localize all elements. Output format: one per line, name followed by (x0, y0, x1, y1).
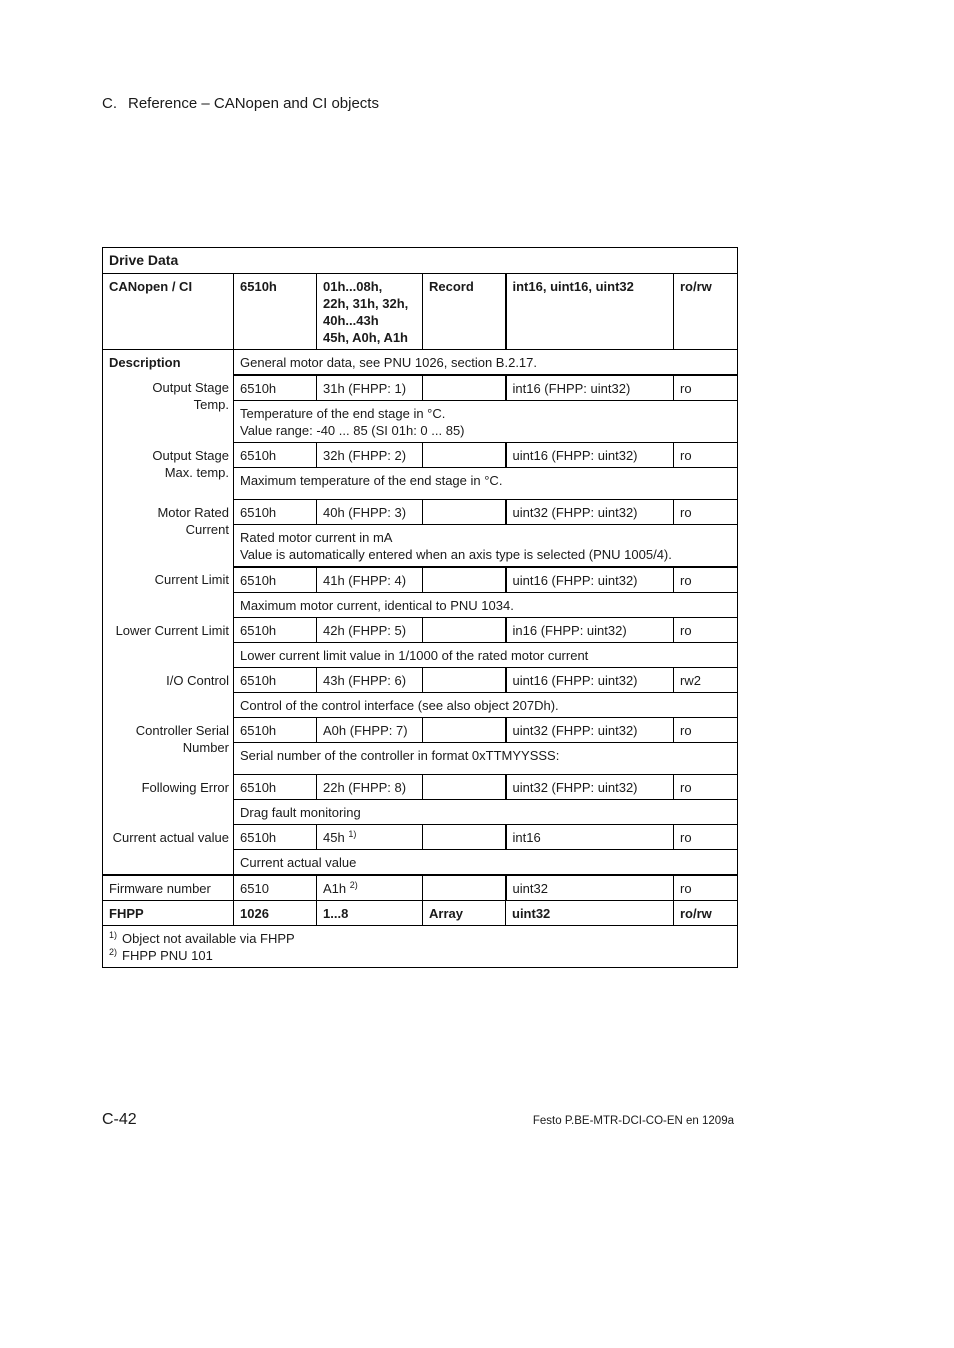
entry-access: rw2 (674, 668, 738, 693)
entry-access: ro (674, 618, 738, 643)
fhpp-label: FHPP (103, 901, 234, 926)
entry-data-type: uint16 (FHPP: uint32) (506, 668, 674, 693)
entry-subindex-value: 40h (FHPP: 3) (323, 505, 407, 520)
entry-subindex-value: 22h (FHPP: 8) (323, 780, 407, 795)
entry-subindex (317, 825, 423, 850)
entry-object-type (423, 567, 506, 593)
entry-object-type (423, 443, 506, 468)
entry-data-type: uint32 (FHPP: uint32) (506, 718, 674, 743)
entry-data-type: in16 (FHPP: uint32) (506, 618, 674, 643)
entry-description (234, 593, 738, 618)
entry-name-line: Max. temp. (164, 464, 229, 480)
entry-description-line: Control of the control interface (see also object 207Dh). (240, 698, 559, 713)
header-label: CANopen / CI (103, 274, 234, 350)
entry-description-line: Current actual value (240, 855, 357, 870)
entry-name (103, 718, 234, 775)
fhpp-object-type: Array (423, 901, 506, 926)
entry-index: 6510h (234, 718, 317, 743)
entry-object-type (423, 775, 506, 800)
entry-subindex (317, 443, 423, 468)
page-header (102, 95, 379, 112)
entry-name-line: Number (182, 739, 229, 755)
entry-name (103, 443, 234, 500)
entry-access: ro (674, 443, 738, 468)
entry-subindex-value: 42h (FHPP: 5) (323, 623, 407, 638)
table-header-row (103, 274, 738, 350)
entry-index: 6510h (234, 500, 317, 525)
entry-object-type (423, 500, 506, 525)
entry-description-line: Lower current limit value in 1/1000 of the rated motor current (240, 648, 589, 663)
entry-object-type (423, 718, 506, 743)
firmware-data-type: uint32 (506, 875, 674, 901)
footnotes-row (103, 926, 738, 968)
entry-subindex (317, 668, 423, 693)
entry-subindex (317, 618, 423, 643)
header-data-type: int16, uint16, uint32 (506, 274, 674, 350)
entry-description-line: Value is automatically entered when an axis type is selected (PNU 1005/4). (240, 547, 672, 562)
firmware-row (103, 875, 738, 901)
entry-subindex (317, 567, 423, 593)
document-reference: Festo P.BE-MTR-DCI-CO-EN en 1209a (532, 1115, 734, 1127)
entry-subindex (317, 500, 423, 525)
entry-index: 6510h (234, 443, 317, 468)
entry-name-line: Output Stage (152, 380, 229, 395)
table-row (103, 718, 738, 743)
entry-name-line: I/O Control (166, 672, 229, 688)
entry-object-type (423, 668, 506, 693)
fhpp-index: 1026 (234, 901, 317, 926)
footnote-mark: 1) (109, 930, 118, 940)
firmware-object-type (423, 875, 506, 901)
table-row (103, 775, 738, 800)
table-row (103, 375, 738, 401)
description-text: General motor data, see PNU 1026, section B.2.17. (234, 350, 738, 376)
footnote-ref: 2) (349, 880, 358, 890)
table-row (103, 443, 738, 468)
entry-index: 6510h (234, 375, 317, 401)
entry-name (103, 375, 234, 443)
entry-subindex (317, 775, 423, 800)
header-access: ro/rw (674, 274, 738, 350)
subindex-line: 22h, 31h, 32h, (323, 296, 409, 311)
table-row (103, 825, 738, 850)
header-object-type: Record (423, 274, 506, 350)
drive-data-table (102, 247, 738, 968)
entry-name (103, 618, 234, 668)
entry-data-type: int16 (506, 825, 674, 850)
table-row (103, 567, 738, 593)
entry-name-line: Output Stage (152, 447, 229, 463)
entry-description-line: Maximum temperature of the end stage in °C. (240, 473, 503, 488)
entry-description (234, 401, 738, 443)
entry-index: 6510h (234, 567, 317, 593)
entry-description-line: Temperature of the end stage in °C. (240, 406, 446, 421)
entry-name (103, 567, 234, 618)
entry-name-line: Current Limit (154, 572, 229, 587)
entry-index: 6510h (234, 775, 317, 800)
entry-data-type: int16 (FHPP: uint32) (506, 375, 674, 401)
entry-object-type (423, 825, 506, 850)
table-row (103, 618, 738, 643)
section-number: C. (102, 95, 117, 112)
table-title-row (103, 248, 738, 274)
entry-subindex-value: 31h (FHPP: 1) (323, 381, 407, 396)
entry-description-line: Serial number of the controller in format 0xTTMYYSSS: (240, 748, 560, 763)
entry-name-line: Controller Serial (135, 722, 229, 738)
entry-subindex-value: 43h (FHPP: 6) (323, 673, 407, 688)
entry-description-line: Maximum motor current, identical to PNU 1034. (240, 598, 514, 613)
entry-data-type: uint16 (FHPP: uint32) (506, 443, 674, 468)
section-title: Reference – CANopen and CI objects (128, 95, 379, 112)
fhpp-row (103, 901, 738, 926)
entry-access: ro (674, 567, 738, 593)
entry-description (234, 693, 738, 718)
footnote (109, 930, 731, 947)
entry-access: ro (674, 775, 738, 800)
fhpp-data-type: uint32 (506, 901, 674, 926)
footnote-ref: 1) (348, 829, 357, 839)
entry-description (234, 525, 738, 568)
entry-description (234, 800, 738, 825)
table-row (103, 668, 738, 693)
entry-subindex (317, 375, 423, 401)
entry-description-line: Drag fault monitoring (240, 805, 361, 820)
entry-name-line: Temp. (193, 397, 229, 412)
entry-data-type: uint32 (FHPP: uint32) (506, 500, 674, 525)
table-title: Drive Data (103, 248, 738, 274)
entry-name (103, 668, 234, 718)
entry-access: ro (674, 718, 738, 743)
entry-description-line: Value range: -40 ... 85 (SI 01h: 0 ... 85) (240, 423, 465, 438)
header-index: 6510h (234, 274, 317, 350)
entry-subindex-value: 45h (323, 830, 345, 845)
header-subindex (317, 274, 423, 350)
footnote (109, 947, 731, 964)
entry-name-line: Following Error (141, 779, 229, 795)
entry-name (103, 775, 234, 825)
entry-access: ro (674, 375, 738, 401)
entry-subindex-value: 32h (FHPP: 2) (323, 448, 407, 463)
fhpp-subindex: 1...8 (317, 901, 423, 926)
entry-object-type (423, 618, 506, 643)
entry-name-line: Motor Rated (157, 504, 229, 520)
firmware-subindex-value: A1h (323, 881, 347, 896)
footnotes (103, 926, 738, 968)
fhpp-access: ro/rw (674, 901, 738, 926)
subindex-line: 45h, A0h, A1h (323, 330, 409, 345)
entry-name-line: Current actual value (112, 829, 229, 845)
entry-data-type: uint32 (FHPP: uint32) (506, 775, 674, 800)
table-row (103, 500, 738, 525)
entry-description (234, 743, 738, 775)
footnote-text: Object not available via FHPP (122, 931, 295, 946)
entry-subindex (317, 718, 423, 743)
entry-index: 6510h (234, 618, 317, 643)
entry-name-line: Current (185, 521, 229, 537)
footnote-text: FHPP PNU 101 (122, 948, 213, 963)
entry-name (103, 825, 234, 876)
entry-subindex-value: A0h (FHPP: 7) (323, 723, 408, 738)
entry-description (234, 850, 738, 876)
firmware-access: ro (674, 875, 738, 901)
entry-name (103, 500, 234, 568)
entry-name-line: Lower Current Limit (115, 622, 229, 638)
entry-access: ro (674, 500, 738, 525)
page-number: C-42 (102, 1111, 137, 1128)
subindex-line: 01h...08h, (323, 279, 383, 294)
entry-description (234, 643, 738, 668)
entry-object-type (423, 375, 506, 401)
entry-description (234, 468, 738, 500)
entry-subindex-value: 41h (FHPP: 4) (323, 573, 407, 588)
footnote-mark: 2) (109, 947, 118, 957)
entry-index: 6510h (234, 825, 317, 850)
entry-description-line: Rated motor current in mA (240, 530, 393, 545)
firmware-index: 6510 (234, 875, 317, 901)
firmware-subindex (317, 875, 423, 901)
description-row (103, 350, 738, 376)
entry-data-type: uint16 (FHPP: uint32) (506, 567, 674, 593)
entry-access: ro (674, 825, 738, 850)
entry-index: 6510h (234, 668, 317, 693)
subindex-line: 40h...43h (323, 313, 379, 328)
firmware-label: Firmware number (103, 875, 234, 901)
description-label: Description (103, 350, 234, 376)
